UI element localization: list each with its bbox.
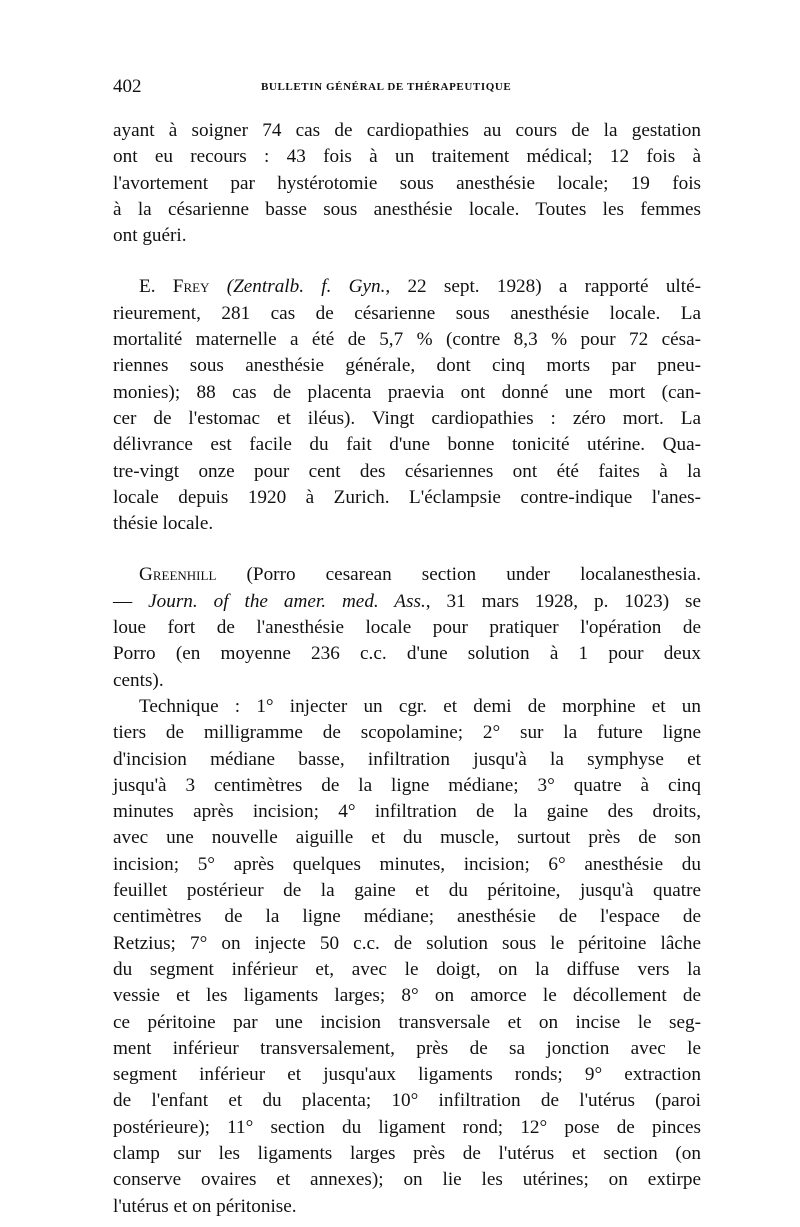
text-line <box>113 562 701 588</box>
text-line <box>113 274 701 300</box>
text-fragment: (Porro cesarean section under localanesthesia. <box>216 564 701 586</box>
author-name: E. Frey <box>139 276 210 298</box>
paragraph-cardiopathies <box>113 118 701 249</box>
text-line: cents). <box>113 669 164 691</box>
text-line: conserve ovaires et annexes); on lie les utérines; on extirpe <box>113 1169 701 1191</box>
journal-citation: (Zentralb. f. Gyn. <box>226 276 386 298</box>
journal-citation: Journ. of the amer. med. Ass. <box>148 590 426 612</box>
text-line: vessie et les ligaments larges; 8° on amorce le décollement de <box>113 985 701 1007</box>
paragraph-frey <box>113 274 701 537</box>
text-line: d'incision médiane basse, infiltration jusqu'à la symphyse et <box>113 748 701 770</box>
text-line: clamp sur les ligaments larges près de l'utérus et section (on <box>113 1142 701 1164</box>
text-fragment: — <box>113 590 149 612</box>
text-line: délivrance est facile du fait d'une bonne tonicité utérine. Qua- <box>113 434 701 456</box>
text-line: feuillet postérieur de la gaine et du péritoine, jusqu'à quatre <box>113 880 701 902</box>
text-line: avec une nouvelle aiguille et du muscle, surtout près de son <box>113 827 701 849</box>
paragraph-technique <box>113 694 701 1220</box>
text-line: thésie locale. <box>113 513 214 535</box>
text-fragment: , 31 mars 1928, p. 1023) se <box>425 590 702 612</box>
author-name: Greenhill <box>139 564 217 586</box>
text-line: l'avortement par hystérotomie sous anesthésie locale; 19 fois <box>113 172 701 194</box>
text-line: Technique : 1° injecter un cgr. et demi de morphine et un <box>139 695 701 717</box>
page-header <box>113 76 698 102</box>
text-line: Retzius; 7° on injecte 50 c.c. de solution sous le péritoine lâche <box>113 932 701 954</box>
text-line <box>113 589 701 615</box>
running-title: BULLETIN GÉNÉRAL DE THÉRAPEUTIQUE <box>261 81 512 93</box>
text-line: ont eu recours : 43 fois à un traitement médical; 12 fois à <box>113 146 701 168</box>
text-line: jusqu'à 3 centimètres de la ligne médiane; 3° quatre à cinq <box>113 774 701 796</box>
paragraph-greenhill <box>113 562 701 693</box>
text-line: ayant à soigner 74 cas de cardiopathies au cours de la gestation <box>113 120 701 141</box>
text-line: tiers de milligramme de scopolamine; 2° sur la future ligne <box>113 722 701 744</box>
text-line: rieurement, 281 cas de césarienne sous anesthésie locale. La <box>113 302 701 324</box>
text-line: Porro (en moyenne 236 c.c. d'une solution à 1 pour deux <box>113 643 701 665</box>
page-number: 402 <box>113 76 142 97</box>
text-fragment: , 22 sept. 1928) a rapporté ulté- <box>385 276 701 298</box>
text-line: centimètres de la ligne médiane; anesthésie de l'espace de <box>113 906 701 928</box>
text-line: locale depuis 1920 à Zurich. L'éclampsie contre-indique l'anes- <box>113 486 701 508</box>
text-line: l'utérus et on péritonise. <box>113 1195 297 1217</box>
text-line: à la césarienne basse sous anesthésie locale. Toutes les femmes <box>113 198 701 220</box>
text-line: ce péritoine par une incision transversale et on incise le seg- <box>113 1011 701 1033</box>
body-text <box>113 118 701 1220</box>
text-line: postérieure); 11° section du ligament rond; 12° pose de pinces <box>113 1116 701 1138</box>
text-line: incision; 5° après quelques minutes, incision; 6° anesthésie du <box>113 853 701 875</box>
text-line: loue fort de l'anesthésie locale pour pratiquer l'opération de <box>113 617 701 639</box>
text-line: minutes après incision; 4° infiltration de la gaine des droits, <box>113 801 701 823</box>
text-line: riennes sous anesthésie générale, dont cinq morts par pneu- <box>113 355 701 377</box>
text-line: monies); 88 cas de placenta praevia ont donné une mort (can- <box>113 381 701 403</box>
text-line: de l'enfant et du placenta; 10° infiltration de l'utérus (paroi <box>113 1090 701 1112</box>
text-line: cer de l'estomac et iléus). Vingt cardiopathies : zéro mort. La <box>113 407 701 429</box>
text-line: ont guéri. <box>113 225 187 247</box>
text-line: segment inférieur et jusqu'aux ligaments ronds; 9° extraction <box>113 1064 701 1086</box>
text-line: mortalité maternelle a été de 5,7 % (contre 8,3 % pour 72 césa- <box>113 329 701 351</box>
text-line: du segment inférieur et, avec le doigt, on la diffuse vers la <box>113 958 701 980</box>
text-line: tre-vingt onze pour cent des césariennes ont été faites à la <box>113 460 701 482</box>
text-line: ment inférieur transversalement, près de sa jonction avec le <box>113 1037 701 1059</box>
